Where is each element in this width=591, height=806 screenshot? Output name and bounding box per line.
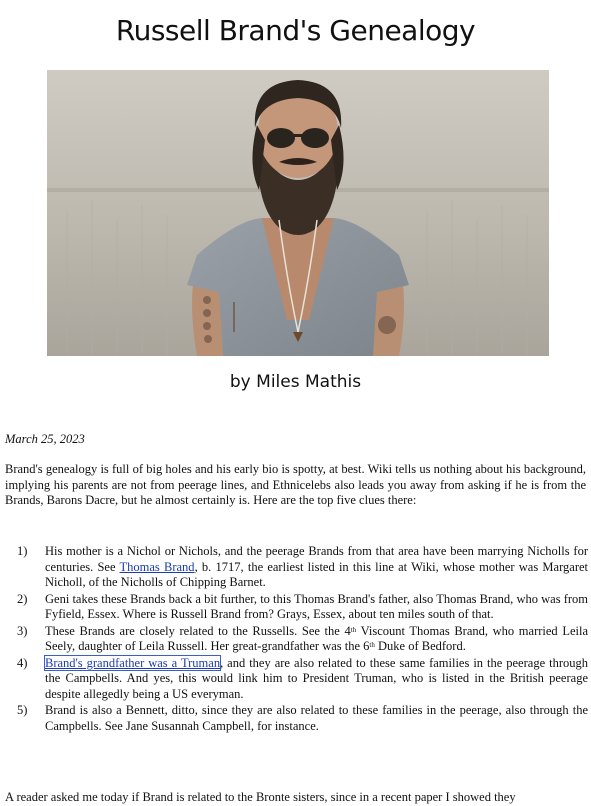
thomas-brand-link[interactable]: Thomas Brand: [119, 559, 195, 574]
list-item: 3) These Brands are closely related to the Russells. See the 4th Viscount Thomas Brand, who married Leila Seely, daughter of Leila Russell. Her great-grandfather was the 6th Duke of Bedford.: [17, 623, 588, 653]
closing-paragraph: A reader asked me today if Brand is related to the Bronte sisters, since in a recent paper I showed they: [5, 790, 516, 804]
article-date: March 25, 2023: [5, 432, 85, 446]
list-item: 1) His mother is a Nichol or Nichols, and the peerage Brands from that area have been marrying Nicholls for centuries. See Thomas Brand, b. 1717, the earliest listed in this line at Wiki, whose mother was Margaret Nicholl, of the Nicholls of Chipping Barnet.: [17, 544, 588, 589]
clues-list: [17, 544, 588, 735]
page-title: Russell Brand's Genealogy: [115, 14, 476, 47]
truman-grandfather-link[interactable]: Brand's grandfather was a Truman: [45, 655, 221, 670]
byline: by Miles Mathis: [229, 372, 362, 392]
list-item: 5) Brand is also a Bennett, ditto, since they are also related to these families in the peerage, also through the Campbells. See Jane Susannah Campbell, for instance.: [17, 703, 588, 733]
intro-paragraph: Brand's genealogy is full of big holes and his early bio is spotty, at best. Wiki tells us nothing about his background, implying his parents are not from peerage lines, and Ethnicelebs also leads you away from asking if he is from the Brands, Barons Dacre, but he almost certainly is. Here are the top five clues there:: [5, 462, 586, 507]
list-item: 2) Geni takes these Brands back a bit further, to this Thomas Brand's father, also Thomas Brand, who was from Fyfield, Essex. Where is Russell Brand from? Grays, Essex, about ten miles south of that.: [17, 591, 588, 621]
list-item: 4) Brand's grandfather was a Truman, and they are also related to these same families in the peerage through the Campbells. And yes, this would link him to President Truman, who is listed in the British peerage despite allegedly being a US everyman.: [17, 655, 588, 701]
portrait-photo: [47, 70, 549, 356]
